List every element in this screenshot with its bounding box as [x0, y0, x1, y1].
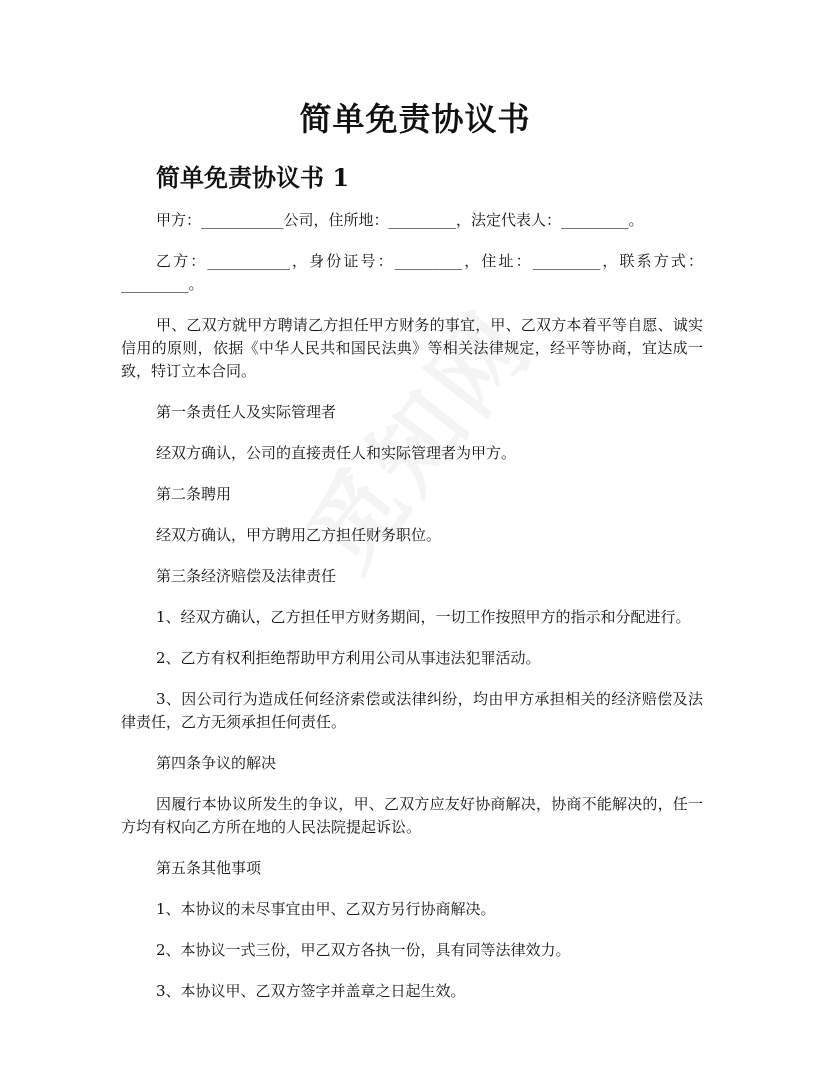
article-3-heading: 第三条经济赔偿及法律责任	[156, 567, 337, 585]
article-5-heading: 第五条其他事项	[156, 859, 262, 877]
article-3-item-3: 3、因公司行为造成任何经济索偿或法律纠纷，均由甲方承担相关的经济赔偿及法律责任，乙方无须承担任何责任。	[121, 690, 703, 731]
party-b-line: 乙方：___________，身份证号：_________，住址：_________，联系方式：_________。	[121, 252, 703, 293]
article-4-text: 因履行本协议所发生的争议，甲、乙双方应友好协商解决，协商不能解决的，任一方均有权向乙方所在地的人民法院提起诉讼。	[121, 795, 703, 836]
section-title: 简单免责协议书 1	[156, 163, 350, 192]
article-2-text: 经双方确认，甲方聘用乙方担任财务职位。	[156, 526, 442, 544]
party-a-line: 甲方：___________公司，住所地：_________，法定代表人：_________。	[156, 211, 644, 229]
article-3-item-1: 1、经双方确认，乙方担任甲方财务期间，一切工作按照甲方的指示和分配进行。	[156, 608, 691, 626]
article-2-heading: 第二条聘用	[156, 485, 232, 503]
article-5-item-3: 3、本协议甲、乙双方签字并盖章之日起生效。	[156, 982, 466, 1000]
article-1-heading: 第一条责任人及实际管理者	[156, 403, 337, 421]
article-3-item-2: 2、乙方有权利拒绝帮助甲方利用公司从事违法犯罪活动。	[156, 649, 541, 667]
article-4-heading: 第四条争议的解决	[156, 754, 277, 772]
document-body	[121, 209, 703, 1021]
article-1-text: 经双方确认，公司的直接责任人和实际管理者为甲方。	[156, 444, 517, 462]
document-title: 简单免责协议书	[299, 100, 531, 138]
intro-paragraph: 甲、乙双方就甲方聘请乙方担任甲方财务的事宜，甲、乙双方本着平等自愿、诚实信用的原则，依据《中华人民共和国民法典》等相关法律规定，经平等协商，宜达成一致，特订立本合同。	[121, 316, 703, 380]
article-5-item-1: 1、本协议的未尽事宜由甲、乙双方另行协商解决。	[156, 900, 496, 918]
article-5-item-2: 2、本协议一式三份，甲乙双方各执一份，具有同等法律效力。	[156, 941, 571, 959]
